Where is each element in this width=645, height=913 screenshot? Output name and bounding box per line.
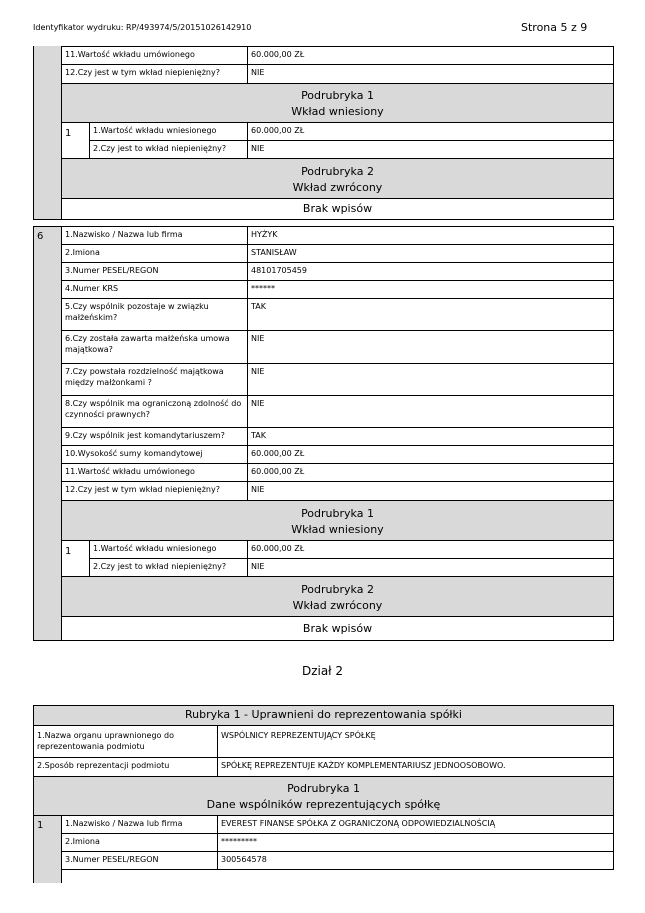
row-label: 9.Czy wspólnik jest komandytariuszem? bbox=[61, 427, 248, 446]
subsection-title: Podrubryka 2 bbox=[301, 165, 374, 178]
subsection-title: Podrubryka 1 bbox=[287, 782, 360, 795]
row-value: 60.000,00 ZŁ bbox=[247, 122, 614, 141]
row-value: 48101705459 bbox=[247, 262, 614, 281]
subsection-header bbox=[61, 83, 614, 123]
row-label: 2.Czy jest to wkład niepieniężny? bbox=[89, 558, 248, 577]
row-label: 2.Imiona bbox=[61, 833, 218, 852]
row-value: SPÓŁKĘ REPREZENTUJE KAŻDY KOMPLEMENTARIUSZ JEDNOOSOBOWO. bbox=[217, 757, 614, 777]
row-label: 11.Wartość wkładu umówionego bbox=[61, 463, 248, 482]
row-value: ********* bbox=[217, 833, 614, 852]
row-label: 3.Numer PESEL/REGON bbox=[61, 851, 218, 870]
entry-index: 1 bbox=[61, 540, 90, 577]
row-value: TAK bbox=[247, 427, 614, 446]
row-label: 2.Czy jest to wkład niepieniężny? bbox=[89, 140, 248, 159]
subsection-title: Podrubryka 2 bbox=[301, 583, 374, 596]
row-value: 60.000,00 ZŁ bbox=[247, 540, 614, 559]
row-label: 1.Wartość wkładu wniesionego bbox=[89, 122, 248, 141]
row-value: NIE bbox=[247, 330, 614, 364]
row-label: 2.Imiona bbox=[61, 244, 248, 263]
row-label: 8.Czy wspólnik ma ograniczoną zdolność do czynności prawnych? bbox=[61, 395, 248, 428]
no-entries: Brak wpisów bbox=[61, 198, 614, 220]
row-value: NIE bbox=[247, 481, 614, 501]
entry-index: 1 bbox=[61, 122, 90, 159]
row-label: 12.Czy jest w tym wkład niepieniężny? bbox=[61, 64, 248, 84]
row-value: STANISŁAW bbox=[247, 244, 614, 263]
no-entries: Brak wpisów bbox=[61, 616, 614, 641]
row-value: 60.000,00 ZŁ bbox=[247, 445, 614, 464]
subsection-subtitle: Wkład zwrócony bbox=[292, 599, 383, 612]
row-label: 7.Czy powstała rozdzielność majątkowa między małżonkami ? bbox=[61, 363, 248, 396]
row-label: 1.Wartość wkładu wniesionego bbox=[89, 540, 248, 559]
left-gray-column bbox=[33, 46, 62, 220]
row-label: 1.Nazwa organu uprawnionego do reprezentowania podmiotu bbox=[33, 725, 218, 758]
row-label: 6.Czy została zawarta małżeńska umowa majątkowa? bbox=[61, 330, 248, 364]
row-value: TAK bbox=[247, 298, 614, 331]
row-value: HYŻYK bbox=[247, 226, 614, 245]
row-value: NIE bbox=[247, 558, 614, 577]
row-value: 300564578 bbox=[217, 851, 614, 870]
subsection-title: Podrubryka 1 bbox=[301, 89, 374, 102]
row-value: ****** bbox=[247, 280, 614, 299]
row-value: NIE bbox=[247, 64, 614, 84]
subsection-header bbox=[61, 576, 614, 617]
row-value: 60.000,00 ZŁ bbox=[247, 463, 614, 482]
subsection-title: Podrubryka 1 bbox=[301, 507, 374, 520]
row-label: 10.Wysokość sumy komandytowej bbox=[61, 445, 248, 464]
row-value: NIE bbox=[247, 363, 614, 396]
row-value: 60.000,00 ZŁ bbox=[247, 46, 614, 65]
row-label: 5.Czy wspólnik pozostaje w związku małżeńskim? bbox=[61, 298, 248, 331]
row-label: 3.Numer PESEL/REGON bbox=[61, 262, 248, 281]
partner-index: 6 bbox=[33, 226, 62, 641]
row-label: 4.Numer KRS bbox=[61, 280, 248, 299]
subsection-subtitle: Wkład wniesiony bbox=[291, 105, 384, 118]
row-label: 12.Czy jest w tym wkład niepieniężny? bbox=[61, 481, 248, 501]
subsection-header bbox=[61, 500, 614, 541]
subsection-header bbox=[61, 158, 614, 199]
row-label: 1.Nazwisko / Nazwa lub firma bbox=[61, 815, 218, 834]
subsection-subtitle: Dane wspólników reprezentujących spółkę bbox=[206, 798, 441, 811]
partner-index: 1 bbox=[33, 815, 62, 883]
row-label: 11.Wartość wkładu umówionego bbox=[61, 46, 248, 65]
section-title: Dział 2 bbox=[301, 664, 344, 678]
rubric-header: Rubryka 1 - Uprawnieni do reprezentowania spółki bbox=[33, 705, 614, 726]
row-value: NIE bbox=[247, 140, 614, 159]
row-value: WSPÓLNICY REPREZENTUJĄCY SPÓŁKĘ bbox=[217, 725, 614, 758]
subsection-subtitle: Wkład zwrócony bbox=[292, 181, 383, 194]
subsection-header bbox=[33, 776, 614, 816]
row-label: 1.Nazwisko / Nazwa lub firma bbox=[61, 226, 248, 245]
page-number: Strona 5 z 9 bbox=[521, 21, 588, 34]
row-value: EVEREST FINANSE SPÓŁKA Z OGRANICZONĄ ODPOWIEDZIALNOŚCIĄ bbox=[217, 815, 614, 834]
row-value: NIE bbox=[247, 395, 614, 428]
subsection-subtitle: Wkład wniesiony bbox=[291, 523, 384, 536]
row-label: 2.Sposób reprezentacji podmiotu bbox=[33, 757, 218, 777]
print-identifier: Identyfikator wydruku: RP/493974/5/20151026142910 bbox=[33, 23, 252, 32]
